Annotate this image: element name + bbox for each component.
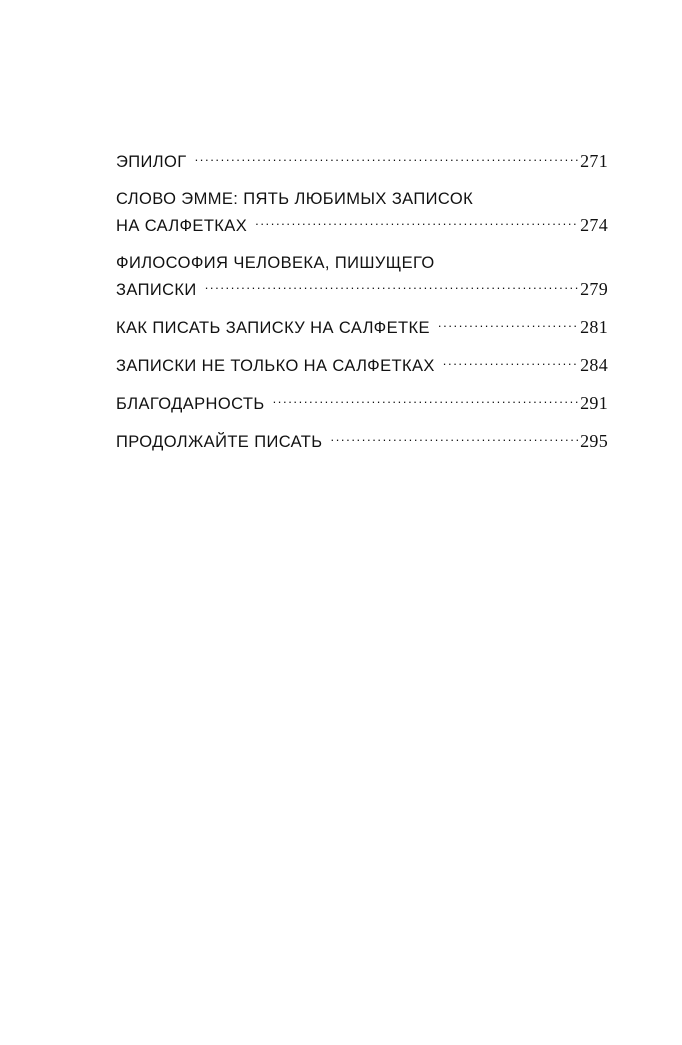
- dot-leader: [255, 215, 578, 232]
- toc-entry-title: ПРОДОЛЖАЙТЕ ПИСАТЬ: [116, 433, 323, 451]
- toc-entry-title-line-2: НА САЛФЕТКАХ: [116, 217, 248, 235]
- toc-entry-title: ЗАПИСКИ НЕ ТОЛЬКО НА САЛФЕТКАХ: [116, 357, 435, 375]
- toc-line: [116, 352, 608, 379]
- toc-entry-keep-writing: [116, 428, 608, 455]
- dot-leader: [205, 279, 578, 296]
- toc-entry-philosophy: [116, 250, 608, 303]
- dot-leader: [443, 355, 578, 372]
- table-of-contents: [116, 148, 608, 466]
- toc-entry-title-line-2: ЗАПИСКИ: [116, 281, 197, 299]
- toc-page-number: 295: [580, 431, 608, 451]
- toc-line: [116, 428, 608, 455]
- toc-page-number: 274: [580, 215, 608, 235]
- toc-entry-word-to-emma: [116, 186, 608, 239]
- toc-line: [116, 276, 608, 303]
- dot-leader: [438, 317, 578, 334]
- dot-leader: [195, 151, 579, 168]
- toc-entry-epilogue: [116, 148, 608, 175]
- toc-entry-title: ЭПИЛОГ: [116, 153, 187, 171]
- toc-page-number: 279: [580, 279, 608, 299]
- toc-page-number: 271: [580, 151, 608, 171]
- toc-page-number: 281: [580, 317, 608, 337]
- toc-line: [116, 390, 608, 417]
- toc-entry-acknowledgments: [116, 390, 608, 417]
- toc-page-number: 291: [580, 393, 608, 413]
- dot-leader: [273, 393, 579, 410]
- toc-entry-how-to-write: [116, 314, 608, 341]
- toc-line: [116, 212, 608, 239]
- toc-line: [116, 148, 608, 175]
- dot-leader: [331, 431, 579, 448]
- toc-entry-notes-beyond-napkins: [116, 352, 608, 379]
- toc-line: [116, 314, 608, 341]
- toc-entry-title: БЛАГОДАРНОСТЬ: [116, 395, 265, 413]
- toc-entry-title-line-1: СЛОВО ЭММЕ: ПЯТЬ ЛЮБИМЫХ ЗАПИСОК: [116, 190, 474, 208]
- toc-entry-title-line-1: ФИЛОСОФИЯ ЧЕЛОВЕКА, ПИШУЩЕГО: [116, 254, 435, 272]
- toc-page-number: 284: [580, 355, 608, 375]
- toc-entry-title: КАК ПИСАТЬ ЗАПИСКУ НА САЛФЕТКЕ: [116, 319, 430, 337]
